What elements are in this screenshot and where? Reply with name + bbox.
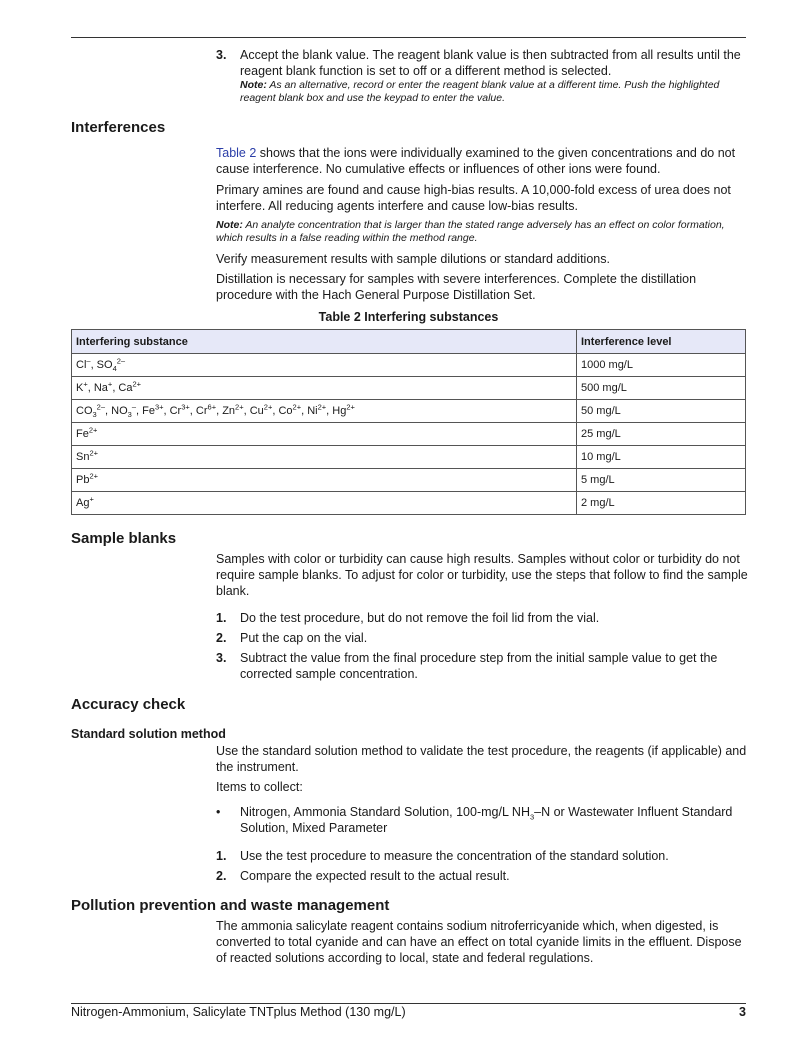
interferences-body bbox=[216, 145, 750, 303]
note bbox=[240, 79, 750, 105]
table-row bbox=[72, 492, 746, 515]
step-number: 3. bbox=[216, 48, 227, 62]
verify-paragraph: Verify measurement results with sample dilutions or standard additions. bbox=[216, 252, 610, 266]
step-text: Compare the expected result to the actual result. bbox=[240, 869, 510, 883]
reagent-blank-step bbox=[216, 47, 750, 105]
sample-blanks-intro: Samples with color or turbidity can cause high results. Samples without color or turbidity do not require sample blanks. To adjust for color or turbidity, use the steps that follow to find the sample blank. bbox=[216, 552, 748, 598]
step-item bbox=[216, 610, 750, 626]
sample-blanks-body bbox=[216, 551, 750, 682]
table-header-row bbox=[72, 330, 746, 354]
table-row bbox=[72, 423, 746, 446]
level-cell: 50 mg/L bbox=[577, 400, 746, 423]
table-caption: Table 2 Interfering substances bbox=[318, 310, 499, 324]
note bbox=[216, 219, 750, 245]
step-number: 2. bbox=[216, 631, 227, 645]
footer-title: Nitrogen-Ammonium, Salicylate TNTplus Method (130 mg/L) bbox=[71, 1005, 406, 1019]
table-row bbox=[72, 446, 746, 469]
column-header-level: Interference level bbox=[577, 330, 746, 354]
step-item bbox=[216, 848, 750, 864]
step-item bbox=[216, 47, 750, 105]
substance-cell: Ag+ bbox=[72, 492, 577, 515]
substance-cell: $Pb^{2+}$ bbox=[72, 469, 577, 492]
bullet-text-start: Nitrogen, Ammonia Standard Solution, 100-mg/L NH bbox=[240, 805, 530, 819]
substance-cell: $Sn^{2+}$ bbox=[72, 446, 577, 469]
step-number: 3. bbox=[216, 651, 227, 665]
substance-cell: K+, Na+, $Ca^{2+}$ bbox=[72, 377, 577, 400]
level-cell: 1000 mg/L bbox=[577, 354, 746, 377]
step-text: Use the test procedure to measure the concentration of the standard solution. bbox=[240, 849, 669, 863]
page-number: 3 bbox=[739, 1005, 746, 1019]
sample-blanks-heading: Sample blanks bbox=[71, 530, 177, 547]
step-item bbox=[216, 650, 750, 682]
table-2-link[interactable]: Table 2 bbox=[216, 146, 257, 160]
step-text: Put the cap on the vial. bbox=[240, 631, 368, 645]
items-label: Items to collect: bbox=[216, 780, 303, 794]
interferences-paragraph bbox=[216, 145, 750, 177]
step-number: 1. bbox=[216, 611, 227, 625]
standard-solution-subheading: Standard solution method bbox=[71, 727, 226, 741]
pollution-text: The ammonia salicylate reagent contains sodium nitroferricyanide which, when digested, is converted to total cyanide and can have an effect on total cyanide limits in the effluent. Dispose of reacted solutions according to local, state and federal regulations. bbox=[216, 919, 742, 965]
step-text: Accept the blank value. The reagent blank value is then subtracted from all results until the reagent blank function is set to off or a different method is selected. bbox=[240, 48, 741, 78]
table-row bbox=[72, 400, 746, 423]
step-item bbox=[216, 630, 750, 646]
pollution-heading: Pollution prevention and waste management bbox=[71, 897, 390, 914]
footer-rule bbox=[71, 1003, 746, 1004]
note-label: Note: bbox=[216, 219, 243, 231]
step-text: Subtract the value from the final procedure step from the initial sample value to get the corrected sample concentration. bbox=[240, 651, 718, 681]
level-cell: 2 mg/L bbox=[577, 492, 746, 515]
interfering-substances-table bbox=[71, 329, 746, 515]
note-text: As an alternative, record or enter the reagent blank value at a different time. Push the highlighted reagent blank box and use the keypad to enter the value. bbox=[240, 79, 720, 104]
level-cell: 5 mg/L bbox=[577, 469, 746, 492]
substance-cell: $Fe^{2+}$ bbox=[72, 423, 577, 446]
substance-cell: Cl–, $SO_4^{2-}$ bbox=[72, 354, 577, 377]
bullet-text-end: –N or Wastewater Influent Standard Solution, Mixed Parameter bbox=[240, 805, 733, 835]
amines-paragraph: Primary amines are found and cause high-bias results. A 10,000-fold excess of urea does not interfere. All reducing agents interfere and cause low-bias results. bbox=[216, 183, 731, 213]
list-item bbox=[216, 804, 750, 836]
level-cell: 10 mg/L bbox=[577, 446, 746, 469]
step-number: 1. bbox=[216, 849, 227, 863]
interferences-heading: Interferences bbox=[71, 119, 166, 136]
level-cell: 500 mg/L bbox=[577, 377, 746, 400]
step-text: Do the test procedure, but do not remove the foil lid from the vial. bbox=[240, 611, 600, 625]
note-text: An analyte concentration that is larger than the stated range adversely has an effect on color formation, which results in a false reading within the method range. bbox=[216, 219, 725, 244]
accuracy-body bbox=[216, 743, 750, 884]
step-number: 2. bbox=[216, 869, 227, 883]
accuracy-check-heading: Accuracy check bbox=[71, 696, 186, 713]
bullet-mark: • bbox=[216, 805, 221, 819]
accuracy-intro: Use the standard solution method to validate the test procedure, the reagents (if applicable) and the instrument. bbox=[216, 744, 747, 774]
column-header-substance: Interfering substance bbox=[72, 330, 577, 354]
paragraph-text: shows that the ions were individually examined to the given concentrations and do not cause interference. No cumulative effects or influences of other ions were found. bbox=[216, 146, 736, 176]
level-cell: 25 mg/L bbox=[577, 423, 746, 446]
subscript: 3 bbox=[529, 812, 535, 822]
step-item bbox=[216, 868, 750, 884]
table-row bbox=[72, 469, 746, 492]
note-label: Note: bbox=[240, 79, 267, 91]
table-row bbox=[72, 354, 746, 377]
header-rule bbox=[71, 37, 746, 38]
distillation-paragraph: Distillation is necessary for samples with severe interferences. Complete the distillation procedure with the Hach General Purpose Distillation Set. bbox=[216, 272, 697, 302]
table-row bbox=[72, 377, 746, 400]
substance-cell: $CO_3^{2-}$, $NO_3^-$, $Fe^{3+}$, $Cr^{3+}$, $Cr^{6+}$, $Zn^{2+}$, $Cu^{2+}$, $Co^{2+}$, $Ni^{2+}$, $Hg^{2+}$ bbox=[72, 400, 577, 423]
